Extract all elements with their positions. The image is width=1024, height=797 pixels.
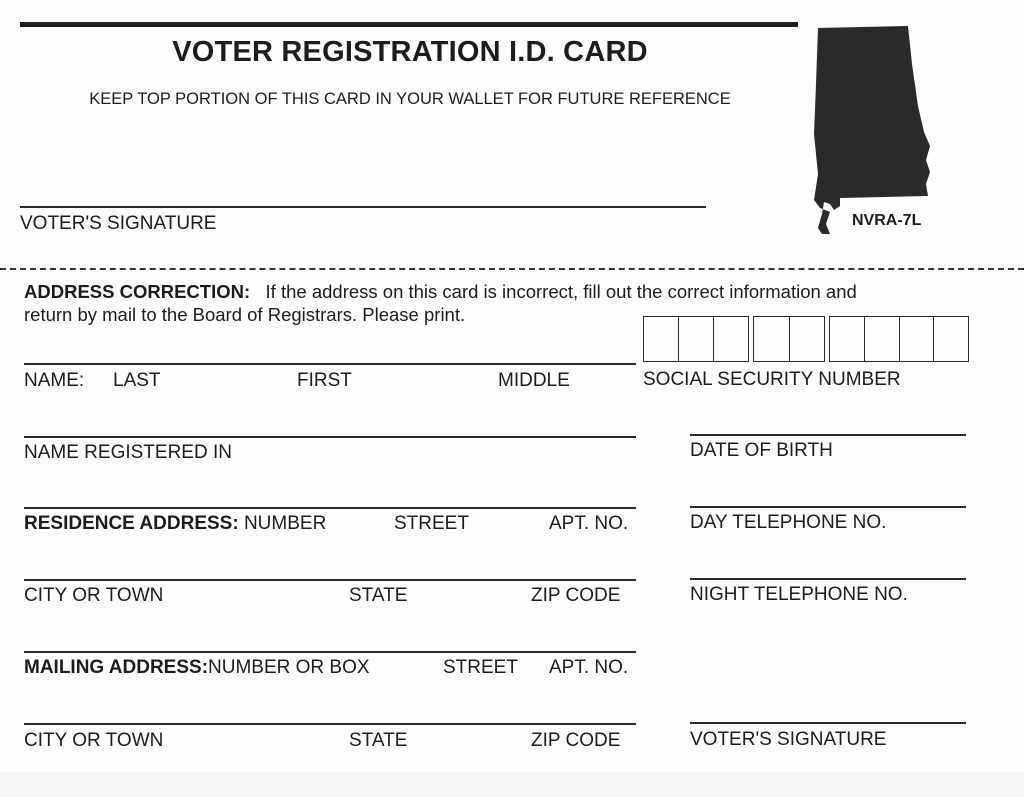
ssn-digit-box[interactable] bbox=[900, 317, 935, 361]
last-name-label: LAST bbox=[113, 370, 161, 391]
correction-line-1: If the address on this card is incorrect, fill out the correct information and bbox=[265, 281, 857, 302]
dob-label: DATE OF BIRTH bbox=[690, 440, 833, 461]
mailing-number-label: NUMBER OR BOX bbox=[208, 657, 370, 678]
night-phone-label: NIGHT TELEPHONE NO. bbox=[690, 584, 908, 605]
residence-heading: RESIDENCE ADDRESS: bbox=[24, 513, 239, 534]
name-registered-line[interactable] bbox=[24, 436, 636, 438]
ssn-digit-box[interactable] bbox=[644, 317, 679, 361]
zip-label-2: ZIP CODE bbox=[531, 730, 621, 751]
card-title: VOTER REGISTRATION I.D. CARD bbox=[172, 36, 648, 68]
voter-signature-line[interactable] bbox=[20, 206, 706, 208]
night-phone-line[interactable] bbox=[690, 578, 966, 580]
residence-city-line[interactable] bbox=[24, 579, 636, 581]
ssn-digit-box[interactable] bbox=[865, 317, 900, 361]
zip-label-1: ZIP CODE bbox=[531, 585, 621, 606]
city-label-1: CITY OR TOWN bbox=[24, 585, 164, 606]
first-name-label: FIRST bbox=[297, 370, 352, 391]
state-map-icon bbox=[800, 24, 940, 240]
state-label-1: STATE bbox=[349, 585, 408, 606]
correction-heading: ADDRESS CORRECTION: bbox=[24, 281, 251, 302]
day-phone-label: DAY TELEPHONE NO. bbox=[690, 512, 887, 533]
name-registered-label: NAME REGISTERED IN bbox=[24, 442, 232, 463]
middle-name-label: MIDDLE bbox=[498, 370, 570, 391]
mailing-apt-label: APT. NO. bbox=[549, 657, 629, 678]
ssn-digit-box[interactable] bbox=[714, 317, 748, 361]
mailing-street-label: STREET bbox=[443, 657, 518, 678]
ssn-digit-box[interactable] bbox=[934, 317, 968, 361]
ssn-box-group-2[interactable] bbox=[753, 316, 825, 362]
ssn-digit-box[interactable] bbox=[679, 317, 714, 361]
residence-address-line[interactable] bbox=[24, 507, 636, 509]
ssn-digit-box[interactable] bbox=[754, 317, 790, 361]
perforation-line bbox=[0, 268, 1024, 270]
voter-signature-line-2[interactable] bbox=[690, 722, 966, 724]
mailing-city-line[interactable] bbox=[24, 723, 636, 725]
ssn-label: SOCIAL SECURITY NUMBER bbox=[643, 369, 901, 390]
residence-heading-label bbox=[24, 513, 326, 535]
ssn-box-group-3[interactable] bbox=[829, 316, 969, 362]
mailing-heading: MAILING ADDRESS: bbox=[24, 657, 209, 678]
ssn-digit-box[interactable] bbox=[790, 317, 825, 361]
mailing-heading-label bbox=[24, 657, 370, 679]
mailing-address-line[interactable] bbox=[24, 651, 636, 653]
top-rule bbox=[20, 22, 798, 27]
ssn-digit-box[interactable] bbox=[830, 317, 865, 361]
form-code: NVRA-7L bbox=[852, 212, 922, 229]
correction-line-2: return by mail to the Board of Registrars. Please print. bbox=[24, 304, 466, 325]
state-label-2: STATE bbox=[349, 730, 408, 751]
voter-signature-label-2: VOTER'S SIGNATURE bbox=[690, 729, 887, 750]
residence-apt-label: APT. NO. bbox=[549, 513, 629, 534]
voter-signature-label: VOTER'S SIGNATURE bbox=[20, 213, 217, 234]
card-subtitle: KEEP TOP PORTION OF THIS CARD IN YOUR WALLET FOR FUTURE REFERENCE bbox=[89, 90, 731, 108]
ssn-box-group-1[interactable] bbox=[643, 316, 749, 362]
name-prefix-label: NAME: bbox=[24, 370, 85, 391]
residence-street-label: STREET bbox=[394, 513, 469, 534]
city-label-2: CITY OR TOWN bbox=[24, 730, 164, 751]
day-phone-line[interactable] bbox=[690, 506, 966, 508]
dob-line[interactable] bbox=[690, 434, 966, 436]
name-line[interactable] bbox=[24, 363, 636, 365]
residence-number-label: NUMBER bbox=[243, 513, 327, 534]
